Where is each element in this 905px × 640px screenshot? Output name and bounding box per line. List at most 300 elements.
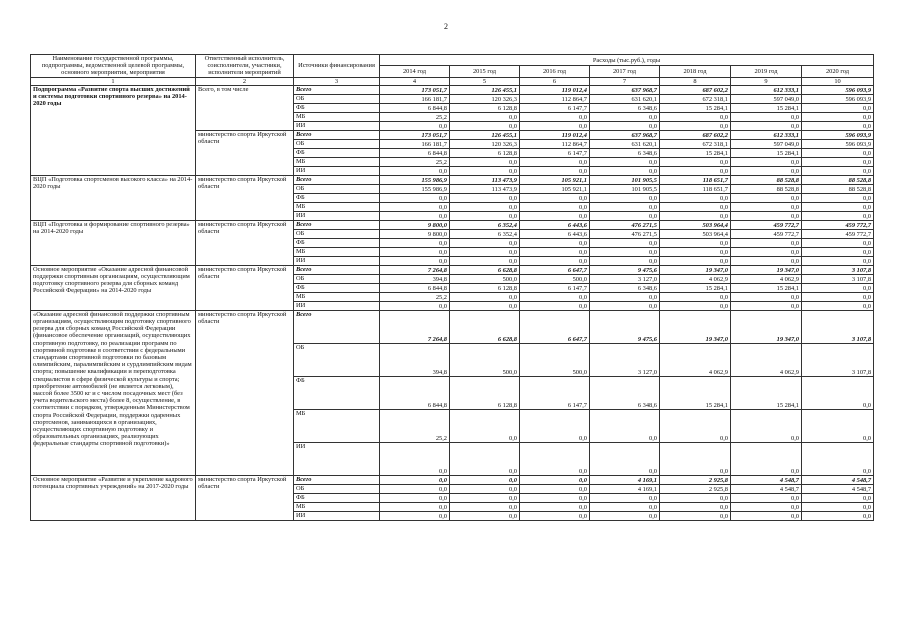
expense-value: 173 051,7 xyxy=(380,130,450,139)
funding-source: ИИ xyxy=(294,166,380,175)
expense-value: 7 264,8 xyxy=(380,310,450,343)
expense-value: 0,0 xyxy=(380,202,450,211)
expense-value: 3 107,8 xyxy=(802,343,874,376)
expense-value: 0,0 xyxy=(590,409,660,442)
expense-value: 0,0 xyxy=(802,256,874,265)
expense-value: 0,0 xyxy=(802,103,874,112)
executor-name: министерство спорта Иркутской области xyxy=(196,175,294,220)
column-number: 1 xyxy=(31,77,196,85)
expense-value: 0,0 xyxy=(590,256,660,265)
expense-value: 0,0 xyxy=(590,157,660,166)
expense-value: 3 107,8 xyxy=(802,310,874,343)
program-name: «Оказание адресной финансовой поддержки спортивным организациям, осуществляющим подготовку спортивного резерва для сборных команд Российской Федерации (финансовое обеспечение организаций, осуществляющих спортивную подготовку, по реализации программ по спортивной подготовке в соответствии с федеральными стандартами спортивной подготовки по базовым олимпийским, паралимпийским и сурдлимпийским видам спорта; повышение квалификации и переподготовка специалистов в сфере физической культуры и спорта; приобретение автомобилей (не является легковым), массой более 3500 кг и с числом посадочных мест (без учета водительского места) более 8, осуществление, в соответствии с порядком, утвержденным Министерством спорта Российской Федерации, поддержки одаренных спортсменов, занимающихся в организациях, осуществляющих спортивную подготовку и образовательных организациях, реализующих федеральные стандарты спортивной подготовки)» xyxy=(31,310,196,475)
expense-value: 0,0 xyxy=(802,202,874,211)
expense-value: 0,0 xyxy=(802,376,874,409)
expense-value: 0,0 xyxy=(802,148,874,157)
header-year: 2019 год xyxy=(731,66,802,77)
expense-value: 0,0 xyxy=(590,202,660,211)
expense-value: 0,0 xyxy=(731,502,802,511)
expense-value: 0,0 xyxy=(660,256,731,265)
expense-value: 0,0 xyxy=(450,442,520,475)
expense-value: 0,0 xyxy=(380,121,450,130)
expense-value: 6 147,7 xyxy=(520,376,590,409)
funding-source: МБ xyxy=(294,157,380,166)
expense-value: 0,0 xyxy=(450,484,520,493)
funding-source: Всего xyxy=(294,130,380,139)
expense-value: 0,0 xyxy=(520,121,590,130)
expense-value: 9 475,6 xyxy=(590,310,660,343)
expense-value: 4 169,1 xyxy=(590,484,660,493)
expense-value: 0,0 xyxy=(731,247,802,256)
expense-value: 0,0 xyxy=(590,166,660,175)
expense-value: 0,0 xyxy=(802,211,874,220)
financing-table xyxy=(30,54,874,521)
expense-value: 476 271,5 xyxy=(590,229,660,238)
funding-source: Всего xyxy=(294,475,380,484)
expense-value: 672 318,1 xyxy=(660,139,731,148)
expense-value: 459 772,7 xyxy=(802,229,874,238)
expense-value: 6 443,6 xyxy=(520,220,590,229)
funding-source: ОБ xyxy=(294,139,380,148)
expense-value: 0,0 xyxy=(450,193,520,202)
funding-source: Всего xyxy=(294,310,380,343)
header-expenses: Расходы (тыс.руб.), годы xyxy=(380,55,874,66)
expense-value: 4 062,9 xyxy=(660,274,731,283)
expense-value: 0,0 xyxy=(590,502,660,511)
funding-source: ИИ xyxy=(294,211,380,220)
expense-value: 0,0 xyxy=(590,193,660,202)
funding-source: МБ xyxy=(294,502,380,511)
expense-value: 6 628,8 xyxy=(450,310,520,343)
expense-value: 596 093,9 xyxy=(802,139,874,148)
expense-value: 0,0 xyxy=(660,511,731,520)
expense-value: 0,0 xyxy=(520,301,590,310)
expense-value: 0,0 xyxy=(520,202,590,211)
expense-value: 0,0 xyxy=(380,493,450,502)
expense-value: 637 968,7 xyxy=(590,85,660,94)
expense-value: 6 128,8 xyxy=(450,103,520,112)
expense-value: 6 128,8 xyxy=(450,148,520,157)
expense-value: 0,0 xyxy=(802,247,874,256)
expense-value: 6 348,6 xyxy=(590,148,660,157)
expense-value: 0,0 xyxy=(660,121,731,130)
expense-value: 6 647,7 xyxy=(520,265,590,274)
expense-value: 459 772,7 xyxy=(731,220,802,229)
funding-source: МБ xyxy=(294,409,380,442)
expense-value: 6 443,6 xyxy=(520,229,590,238)
expense-value: 4 548,7 xyxy=(802,475,874,484)
expense-value: 25,2 xyxy=(380,112,450,121)
expense-value: 6 844,8 xyxy=(380,148,450,157)
expense-value: 0,0 xyxy=(590,292,660,301)
expense-value: 3 107,8 xyxy=(802,265,874,274)
expense-value: 0,0 xyxy=(450,157,520,166)
expense-value: 155 986,9 xyxy=(380,184,450,193)
expense-value: 596 093,9 xyxy=(802,85,874,94)
header-year: 2015 год xyxy=(450,66,520,77)
program-name: ВЦП «Подготовка и формирование спортивного резерва» на 2014-2020 годы xyxy=(31,220,196,265)
expense-value: 15 284,1 xyxy=(660,103,731,112)
expense-value: 126 455,1 xyxy=(450,85,520,94)
funding-source: МБ xyxy=(294,247,380,256)
executor-name: министерство спорта Иркутской области xyxy=(196,310,294,475)
expense-value: 0,0 xyxy=(450,292,520,301)
column-number: 6 xyxy=(520,77,590,85)
expense-value: 6 628,8 xyxy=(450,265,520,274)
header-year: 2020 год xyxy=(802,66,874,77)
expense-value: 6 844,8 xyxy=(380,376,450,409)
expense-value: 394,8 xyxy=(380,274,450,283)
expense-value: 4 062,9 xyxy=(731,343,802,376)
expense-value: 631 620,1 xyxy=(590,139,660,148)
expense-value: 25,2 xyxy=(380,292,450,301)
funding-source: Всего xyxy=(294,265,380,274)
expense-value: 19 347,0 xyxy=(660,265,731,274)
expense-value: 0,0 xyxy=(802,166,874,175)
expense-value: 9 800,0 xyxy=(380,229,450,238)
funding-source: ИИ xyxy=(294,511,380,520)
program-name: Основное мероприятие «Оказание адресной финансовой поддержки спортивным организациям, осуществляющим подготовку спортивного резерва для сборных команд Российской Федерации» на 2014-2020 годы xyxy=(31,265,196,310)
expense-value: 0,0 xyxy=(520,247,590,256)
executor-name: Всего, в том числе xyxy=(196,85,294,130)
expense-value: 0,0 xyxy=(802,121,874,130)
funding-source: ОБ xyxy=(294,274,380,283)
expense-value: 0,0 xyxy=(450,247,520,256)
expense-value: 0,0 xyxy=(450,256,520,265)
expense-value: 88 528,8 xyxy=(731,184,802,193)
expense-value: 4 062,9 xyxy=(660,343,731,376)
expense-value: 0,0 xyxy=(380,484,450,493)
expense-value: 0,0 xyxy=(660,157,731,166)
expense-value: 0,0 xyxy=(590,442,660,475)
expense-value: 596 093,9 xyxy=(802,94,874,103)
expense-value: 112 864,7 xyxy=(520,94,590,103)
expense-value: 0,0 xyxy=(590,493,660,502)
expense-value: 6 647,7 xyxy=(520,310,590,343)
expense-value: 0,0 xyxy=(802,193,874,202)
expense-value: 119 012,4 xyxy=(520,85,590,94)
header-year: 2018 год xyxy=(660,66,731,77)
expense-value: 500,0 xyxy=(450,274,520,283)
expense-value: 0,0 xyxy=(731,166,802,175)
expense-value: 612 333,1 xyxy=(731,85,802,94)
expense-value: 9 475,6 xyxy=(590,265,660,274)
expense-value: 0,0 xyxy=(660,502,731,511)
expense-value: 0,0 xyxy=(660,238,731,247)
expense-value: 6 348,6 xyxy=(590,283,660,292)
table-header xyxy=(31,55,874,86)
expense-value: 0,0 xyxy=(731,112,802,121)
funding-source: ИИ xyxy=(294,256,380,265)
expense-value: 0,0 xyxy=(520,166,590,175)
expense-value: 0,0 xyxy=(450,112,520,121)
column-number: 3 xyxy=(294,77,380,85)
expense-value: 155 986,9 xyxy=(380,175,450,184)
expense-value: 0,0 xyxy=(380,193,450,202)
expense-value: 0,0 xyxy=(450,511,520,520)
expense-value: 166 181,7 xyxy=(380,139,450,148)
expense-value: 19 347,0 xyxy=(660,310,731,343)
expense-value: 0,0 xyxy=(450,301,520,310)
expense-value: 0,0 xyxy=(380,238,450,247)
expense-value: 101 905,5 xyxy=(590,184,660,193)
header-year: 2014 год xyxy=(380,66,450,77)
funding-source: ФБ xyxy=(294,283,380,292)
expense-value: 6 844,8 xyxy=(380,103,450,112)
expense-value: 118 651,7 xyxy=(660,175,731,184)
expense-value: 88 528,8 xyxy=(731,175,802,184)
expense-value: 0,0 xyxy=(520,211,590,220)
expense-value: 19 347,0 xyxy=(731,265,802,274)
expense-value: 120 326,3 xyxy=(450,139,520,148)
expense-value: 0,0 xyxy=(520,502,590,511)
expense-value: 15 284,1 xyxy=(660,148,731,157)
expense-value: 0,0 xyxy=(450,502,520,511)
column-number: 5 xyxy=(450,77,520,85)
expense-value: 0,0 xyxy=(380,247,450,256)
expense-value: 0,0 xyxy=(802,493,874,502)
funding-source: Всего xyxy=(294,220,380,229)
funding-source: ИИ xyxy=(294,442,380,475)
expense-value: 687 602,2 xyxy=(660,130,731,139)
expense-value: 631 620,1 xyxy=(590,94,660,103)
funding-source: Всего xyxy=(294,175,380,184)
expense-value: 0,0 xyxy=(590,511,660,520)
expense-value: 500,0 xyxy=(520,274,590,283)
expense-value: 0,0 xyxy=(450,202,520,211)
expense-value: 25,2 xyxy=(380,409,450,442)
program-name: ВЦП «Подготовка спортсменов высокого класса» на 2014-2020 годы xyxy=(31,175,196,220)
expense-value: 0,0 xyxy=(731,193,802,202)
expense-value: 0,0 xyxy=(802,409,874,442)
expense-value: 113 473,9 xyxy=(450,175,520,184)
header-year: 2016 год xyxy=(520,66,590,77)
expense-value: 0,0 xyxy=(660,202,731,211)
program-name: Основное мероприятие «Развитие и укрепление кадрового потенциала спортивных учреждений» на 2017-2020 годы xyxy=(31,475,196,520)
header-program: Наименование государственной программы, подпрограммы, ведомственной целевой программы, основного мероприятия, мероприятия xyxy=(31,55,196,78)
expense-value: 0,0 xyxy=(520,157,590,166)
expense-value: 15 284,1 xyxy=(731,376,802,409)
expense-value: 0,0 xyxy=(660,493,731,502)
expense-value: 597 049,0 xyxy=(731,139,802,148)
expense-value: 88 528,8 xyxy=(802,184,874,193)
expense-value: 0,0 xyxy=(520,475,590,484)
expense-value: 0,0 xyxy=(520,292,590,301)
expense-value: 166 181,7 xyxy=(380,94,450,103)
expense-value: 0,0 xyxy=(731,157,802,166)
column-number: 9 xyxy=(731,77,802,85)
expense-value: 15 284,1 xyxy=(731,103,802,112)
expense-value: 0,0 xyxy=(660,166,731,175)
expense-value: 459 772,7 xyxy=(731,229,802,238)
expense-value: 0,0 xyxy=(590,301,660,310)
expense-value: 15 284,1 xyxy=(660,376,731,409)
expense-value: 0,0 xyxy=(590,238,660,247)
expense-value: 3 107,8 xyxy=(802,274,874,283)
expense-value: 0,0 xyxy=(660,442,731,475)
column-number: 2 xyxy=(196,77,294,85)
expense-value: 105 921,1 xyxy=(520,175,590,184)
funding-source: ФБ xyxy=(294,493,380,502)
expense-value: 0,0 xyxy=(731,301,802,310)
executor-name: министерство спорта Иркутской области xyxy=(196,265,294,310)
expense-value: 0,0 xyxy=(802,112,874,121)
expense-value: 120 326,3 xyxy=(450,94,520,103)
expense-value: 596 093,9 xyxy=(802,130,874,139)
funding-source: МБ xyxy=(294,202,380,211)
expense-value: 0,0 xyxy=(450,121,520,130)
expense-value: 0,0 xyxy=(660,193,731,202)
expense-value: 3 127,0 xyxy=(590,274,660,283)
column-number: 4 xyxy=(380,77,450,85)
expense-value: 0,0 xyxy=(731,211,802,220)
table-row xyxy=(31,85,874,94)
expense-value: 6 147,7 xyxy=(520,148,590,157)
funding-source: ОБ xyxy=(294,184,380,193)
expense-value: 6 147,7 xyxy=(520,283,590,292)
column-number: 8 xyxy=(660,77,731,85)
expense-value: 4 548,7 xyxy=(802,484,874,493)
expense-value: 0,0 xyxy=(520,442,590,475)
expense-value: 6 352,4 xyxy=(450,229,520,238)
expense-value: 503 964,4 xyxy=(660,220,731,229)
funding-source: ИИ xyxy=(294,121,380,130)
expense-value: 0,0 xyxy=(450,166,520,175)
column-number: 7 xyxy=(590,77,660,85)
expense-value: 0,0 xyxy=(802,301,874,310)
expense-value: 6 352,4 xyxy=(450,220,520,229)
expense-value: 0,0 xyxy=(731,511,802,520)
expense-value: 0,0 xyxy=(731,238,802,247)
page-number: 2 xyxy=(444,22,448,31)
expense-value: 0,0 xyxy=(380,502,450,511)
expense-value: 3 127,0 xyxy=(590,343,660,376)
expense-value: 0,0 xyxy=(380,211,450,220)
funding-source: ФБ xyxy=(294,376,380,409)
expense-value: 112 864,7 xyxy=(520,139,590,148)
table-row xyxy=(31,265,874,274)
funding-source: ФБ xyxy=(294,148,380,157)
expense-value: 9 800,0 xyxy=(380,220,450,229)
expense-value: 0,0 xyxy=(450,475,520,484)
funding-source: ФБ xyxy=(294,238,380,247)
expense-value: 6 128,8 xyxy=(450,376,520,409)
expense-value: 0,0 xyxy=(660,301,731,310)
expense-value: 0,0 xyxy=(520,256,590,265)
expense-value: 0,0 xyxy=(660,211,731,220)
expense-value: 0,0 xyxy=(520,409,590,442)
expense-value: 0,0 xyxy=(660,247,731,256)
expense-value: 2 925,8 xyxy=(660,475,731,484)
expense-value: 6 128,8 xyxy=(450,283,520,292)
expense-value: 0,0 xyxy=(802,502,874,511)
expense-value: 503 964,4 xyxy=(660,229,731,238)
expense-value: 0,0 xyxy=(450,211,520,220)
expense-value: 0,0 xyxy=(380,475,450,484)
expense-value: 476 271,5 xyxy=(590,220,660,229)
expense-value: 0,0 xyxy=(660,112,731,121)
funding-source: ОБ xyxy=(294,229,380,238)
expense-value: 0,0 xyxy=(520,511,590,520)
expense-value: 597 049,0 xyxy=(731,94,802,103)
expense-value: 7 264,8 xyxy=(380,265,450,274)
expense-value: 500,0 xyxy=(450,343,520,376)
expense-value: 4 548,7 xyxy=(731,475,802,484)
funding-source: ОБ xyxy=(294,484,380,493)
expense-value: 0,0 xyxy=(380,511,450,520)
expense-value: 173 051,7 xyxy=(380,85,450,94)
expense-value: 4 169,1 xyxy=(590,475,660,484)
expense-value: 0,0 xyxy=(731,493,802,502)
header-executor: Ответственный исполнитель, соисполнители, участники, исполнители мероприятий xyxy=(196,55,294,78)
expense-value: 0,0 xyxy=(731,442,802,475)
table-row xyxy=(31,175,874,184)
expense-value: 0,0 xyxy=(590,211,660,220)
expense-value: 0,0 xyxy=(450,409,520,442)
funding-source: ФБ xyxy=(294,103,380,112)
expense-value: 0,0 xyxy=(520,493,590,502)
expense-value: 4 548,7 xyxy=(731,484,802,493)
expense-value: 6 348,6 xyxy=(590,376,660,409)
funding-source: МБ xyxy=(294,292,380,301)
expense-value: 0,0 xyxy=(731,121,802,130)
expense-value: 0,0 xyxy=(731,202,802,211)
funding-source: Всего xyxy=(294,85,380,94)
expense-value: 672 318,1 xyxy=(660,94,731,103)
expense-value: 0,0 xyxy=(590,247,660,256)
funding-source: ОБ xyxy=(294,94,380,103)
expense-value: 0,0 xyxy=(802,157,874,166)
expense-value: 101 905,5 xyxy=(590,175,660,184)
expense-value: 15 284,1 xyxy=(660,283,731,292)
expense-value: 0,0 xyxy=(520,238,590,247)
expense-value: 459 772,7 xyxy=(802,220,874,229)
expense-value: 0,0 xyxy=(380,301,450,310)
expense-value: 4 062,9 xyxy=(731,274,802,283)
funding-source: ИИ xyxy=(294,301,380,310)
table-row xyxy=(31,310,874,343)
expense-value: 0,0 xyxy=(520,112,590,121)
executor-name: министерство спорта Иркутской области xyxy=(196,475,294,520)
expense-value: 0,0 xyxy=(731,292,802,301)
expense-value: 687 602,2 xyxy=(660,85,731,94)
expense-value: 637 968,7 xyxy=(590,130,660,139)
expense-value: 88 528,8 xyxy=(802,175,874,184)
expense-value: 0,0 xyxy=(520,193,590,202)
expense-value: 0,0 xyxy=(660,292,731,301)
expense-value: 0,0 xyxy=(802,292,874,301)
expense-value: 612 333,1 xyxy=(731,130,802,139)
expense-value: 0,0 xyxy=(450,238,520,247)
expense-value: 15 284,1 xyxy=(731,283,802,292)
expense-value: 500,0 xyxy=(520,343,590,376)
expense-value: 2 925,8 xyxy=(660,484,731,493)
funding-source: ОБ xyxy=(294,343,380,376)
expense-value: 0,0 xyxy=(450,493,520,502)
expense-value: 0,0 xyxy=(590,121,660,130)
header-year: 2017 год xyxy=(590,66,660,77)
expense-value: 126 455,1 xyxy=(450,130,520,139)
funding-source: ФБ xyxy=(294,193,380,202)
column-number: 10 xyxy=(802,77,874,85)
expense-value: 113 473,9 xyxy=(450,184,520,193)
table-row xyxy=(31,220,874,229)
expense-value: 0,0 xyxy=(660,409,731,442)
expense-value: 0,0 xyxy=(590,112,660,121)
expense-value: 19 347,0 xyxy=(731,310,802,343)
expense-value: 105 921,1 xyxy=(520,184,590,193)
expense-value: 0,0 xyxy=(380,256,450,265)
